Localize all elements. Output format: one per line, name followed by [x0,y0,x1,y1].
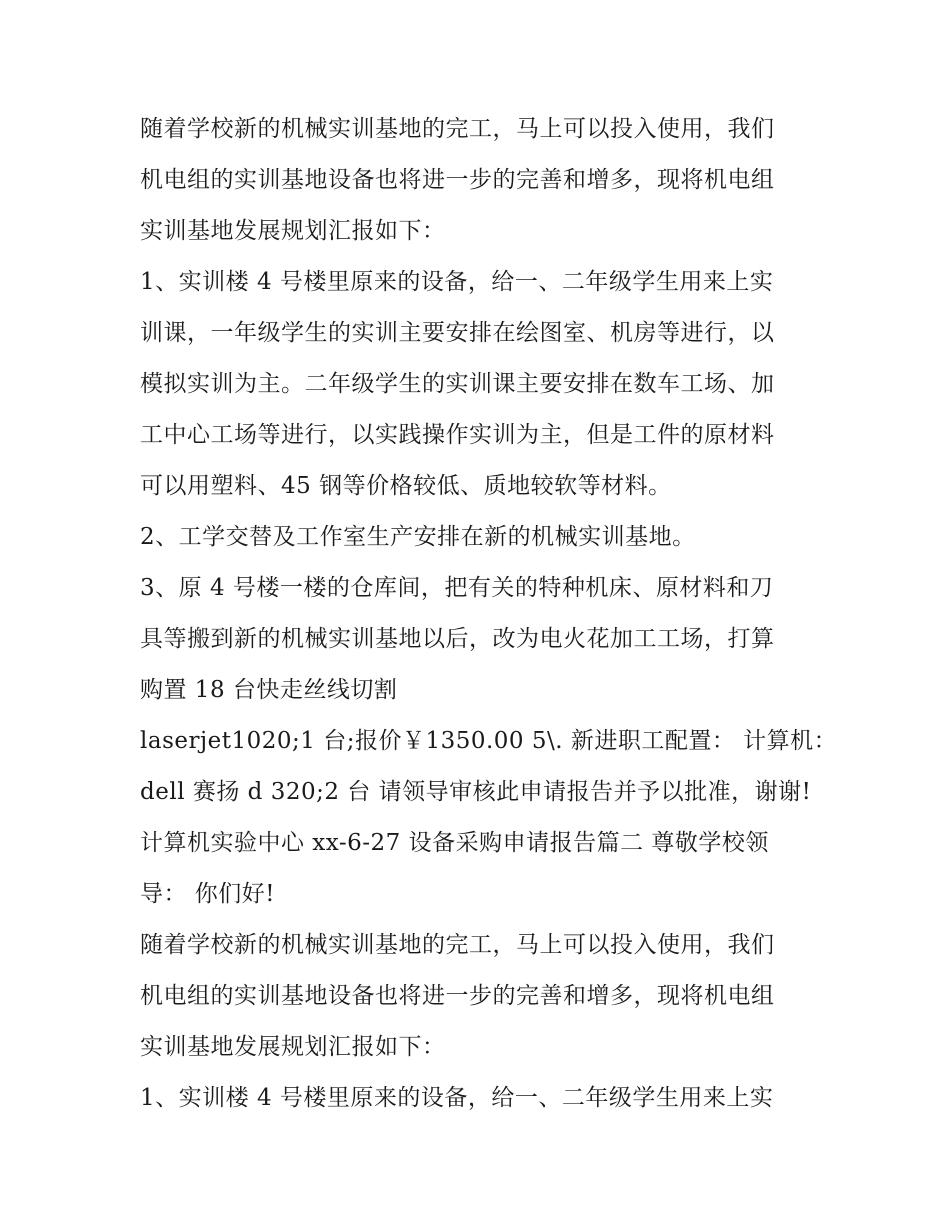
text-line: 1、实训楼 4 号楼里原来的设备，给一、二年级学生用来上实 [140,1085,774,1111]
text-line: 实训基地发展规划汇报如下： [140,218,446,244]
text-line: 随着学校新的机械实训基地的完工，马上可以投入使用，我们 [140,932,775,958]
text-line: 3、原 4 号楼一楼的仓库间，把有关的特种机床、原材料和刀 [140,575,774,601]
text-line: 机电组的实训基地设备也将进一步的完善和增多，现将机电组 [140,983,775,1009]
text-line: laserjet1020;1 台;报价￥1350.00 5\. 新进职工配置： 计算机： [140,728,838,754]
text-line: 导： 你们好! [140,881,276,907]
text-line: 实训基地发展规划汇报如下： [140,1034,446,1060]
text-line: 训课，一年级学生的实训主要安排在绘图室、机房等进行，以 [140,320,775,346]
text-line: 计算机实验中心 xx-6-27 设备采购申请报告篇二 尊敬学校领 [140,830,769,856]
text-line: 1、实训楼 4 号楼里原来的设备，给一、二年级学生用来上实 [140,269,774,295]
text-line: 模拟实训为主。二年级学生的实训课主要安排在数车工场、加 [140,371,775,397]
text-line: 购置 18 台快走丝线切割 [140,677,398,703]
text-line: 工中心工场等进行，以实践操作实训为主，但是工件的原材料 [140,422,775,448]
text-line: 2、工学交替及工作室生产安排在新的机械实训基地。 [140,524,696,550]
text-line: 机电组的实训基地设备也将进一步的完善和增多，现将机电组 [140,167,775,193]
text-line: 随着学校新的机械实训基地的完工，马上可以投入使用，我们 [140,116,775,142]
document-body [140,104,838,1124]
text-line: 可以用塑料、45 钢等价格较低、质地较软等材料。 [140,473,672,499]
text-line: dell 赛扬 d 320;2 台 请领导审核此申请报告并予以批准，谢谢! [140,779,812,805]
text-line: 具等搬到新的机械实训基地以后，改为电火花加工工场，打算 [140,626,775,652]
